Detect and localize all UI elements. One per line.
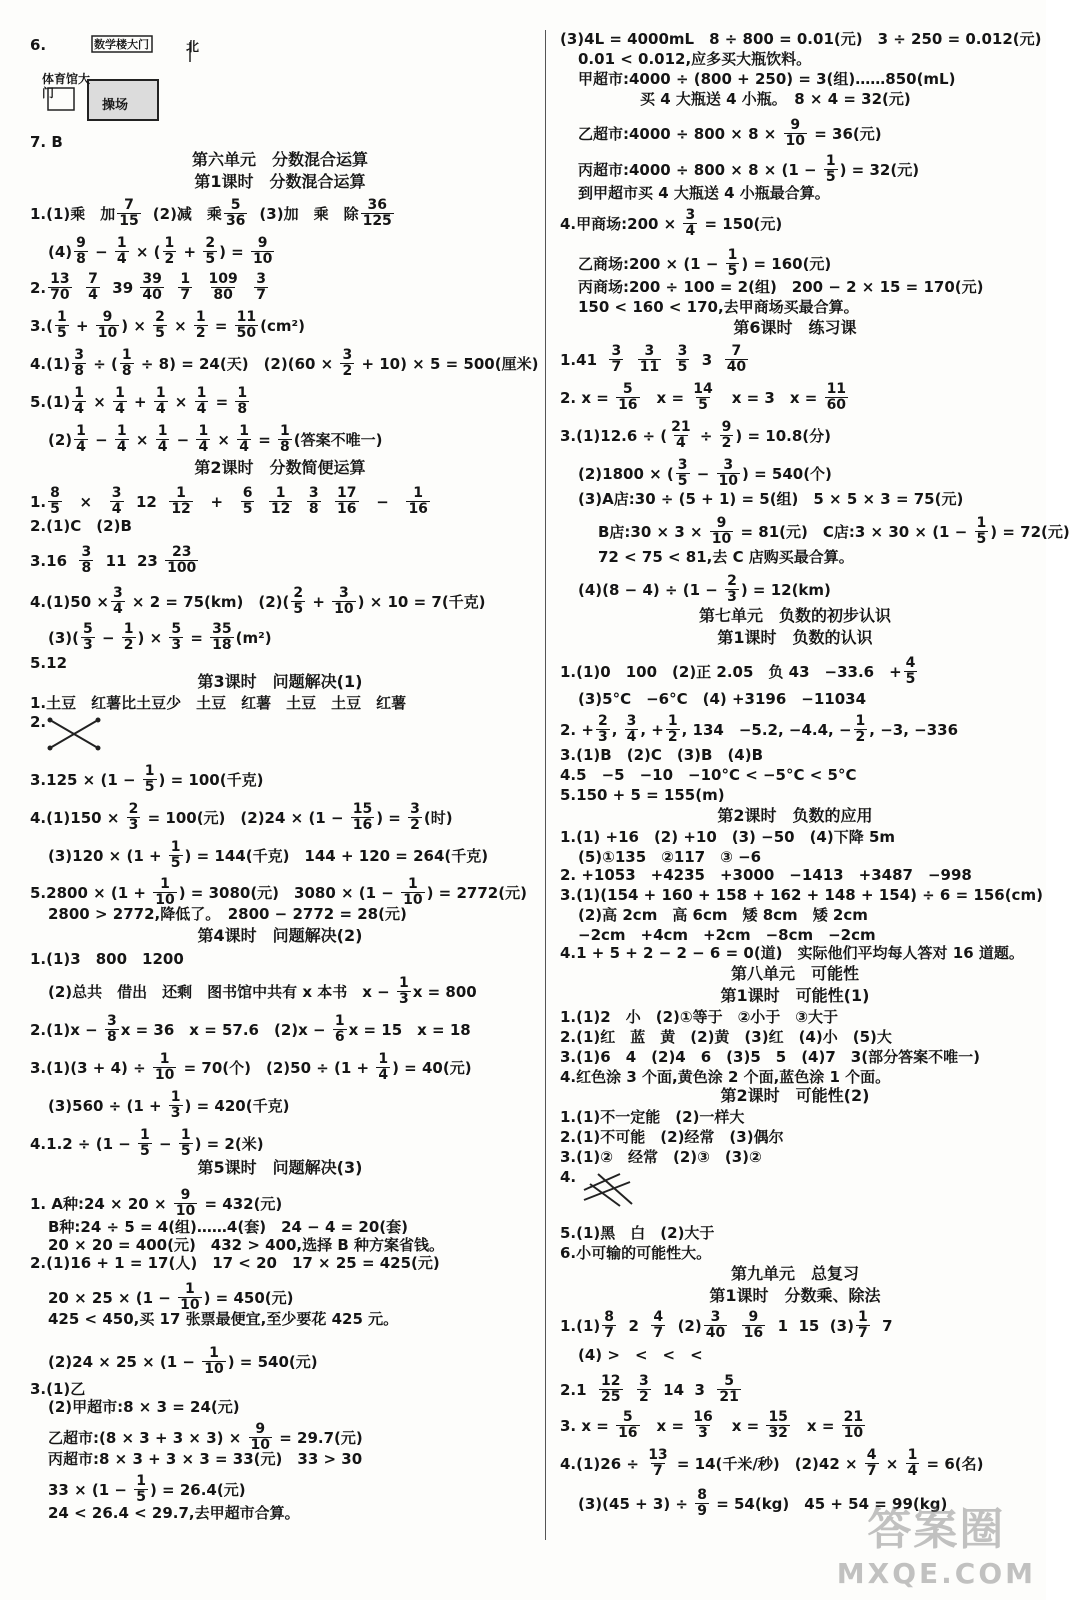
watermark: 答案圈 MXQE.COM: [836, 1504, 1036, 1590]
answer-line: 4.(1)150 × $\frac{2}{3}$ = 100(元) (2)24 × (1 − $\frac{15}{16}$ ) = $\frac{3}{2}$ (时): [30, 801, 453, 833]
answer-line: 甲超市:4000 ÷ (800 + 250) = 3(组)……850(mL): [578, 70, 956, 88]
answer-line: (3)4L = 4000mL 8 ÷ 800 = 0.01(元) 3 ÷ 250 = 0.012(元): [560, 30, 1042, 48]
answer-line: B店:30 × 3 × $\frac{9}{10}$ = 81(元) C店:3 × 30 × (1 − $\frac{1}{5}$ ) = 72(元): [598, 515, 1070, 547]
answer-line: 4.(1) $\frac{3}{8}$ ÷ ( $\frac{1}{8}$ ÷ 8) = 24(天) (2)(60 × $\frac{3}{2}$ + 10) × 5 = 500(厘米): [30, 347, 539, 379]
answer-line: (2) 1 4 − $\frac{1}{4}$ × $\frac{1}{4}$ − $\frac{1}{4}$ × $\frac{1}{4}$ = $\frac{1}{8}$ (答案不唯一): [48, 423, 383, 455]
answer-line: 1.(1) 8 7 2 4 7 (2) 3 40 9 16 1 15 (3) 1 7 7: [560, 1309, 893, 1341]
answer-line: (2)24 × 25 × (1 − 1 10 ) = 540(元): [48, 1345, 318, 1377]
answer-line: 乙超市:(8 × 3 + 3 × 3) × $\frac{9}{10}$ = 29.7(元): [48, 1421, 363, 1453]
answer-line: (5)①135 ②117 ③ −6: [578, 848, 762, 866]
lesson-heading: 第3课时 问题解决(1): [197, 672, 363, 691]
answer-line: 乙超市:4000 ÷ 800 × 8 × $\frac{9}{10}$ = 36(元): [578, 117, 882, 149]
lesson-heading: 第1课时 负数的认识: [717, 628, 873, 647]
answer-line: 3.(1)② 经常 (2)③ (3)②: [560, 1148, 762, 1166]
answer-line: 3.( 1 5 + $\frac{9}{10}$ ) × $\frac{2}{5}$ × $\frac{1}{2}$ = $\frac{11}{50}$ (cm²): [30, 309, 305, 341]
answer-line: 1.土豆 红薯比土豆少 土豆 红薯 土豆 土豆 红薯: [30, 694, 407, 712]
column-divider: [545, 30, 546, 1540]
answer-line: 1.(1)不一定能 (2)一样大: [560, 1108, 745, 1126]
answer-line: (3)A店:30 ÷ (5 + 1) = 5(组) 5 × 5 × 3 = 75(元): [578, 490, 964, 508]
answer-line: 2800 > 2772,降低了。 2800 − 2772 = 28(元): [48, 905, 407, 923]
answer-line: 4.: [560, 1168, 577, 1186]
matching-diagram: [580, 1170, 640, 1210]
answer-line: 4.甲商场:200 × $\frac{3}{4}$ = 150(元): [560, 207, 783, 239]
answer-line: 1. A种:24 × 20 × $\frac{9}{10}$ = 432(元): [30, 1187, 283, 1219]
answer-line: 丙商场:200 ÷ 100 = 2(组) 200 − 2 × 15 = 170(元): [578, 278, 984, 296]
answer-line: (4) > < < <: [578, 1346, 703, 1364]
answer-line: 2.(1)x − 3 8 x = 36 x = 57.6 (2)x − $\frac{1}{6}$ x = 15 x = 18: [30, 1013, 471, 1045]
answer-line: 1.41 3 7 3 11 3 5 3 7 40: [560, 343, 747, 375]
lesson-heading: 第1课时 可能性(1): [720, 986, 870, 1005]
answer-line: (3)120 × (1 + 1 5 ) = 144(千克) 144 + 120 = 264(千克): [48, 839, 489, 871]
answer-line: (3)(45 + 3) ÷ $\frac{8}{9}$ = 54(kg) 45 + 54 = 99(kg): [578, 1487, 948, 1519]
matching-diagram: [44, 714, 104, 756]
unit-heading: 第八单元 可能性: [730, 964, 859, 983]
answer-line: 4.(1)50 × $\frac{3}{4}$ × 2 = 75(km) (2)( 2 5 + $\frac{3}{10}$ ) × 10 = 7(千克): [30, 585, 486, 617]
answer-line: 0.01 < 0.012,应多买大瓶饮料。: [578, 50, 812, 68]
unit-heading: 第九单元 总复习: [730, 1264, 859, 1283]
answer-line: 5.150 + 5 = 155(m): [560, 786, 725, 804]
q7-answer: 7. B: [30, 133, 63, 151]
lesson-heading: 第6课时 练习课: [733, 318, 857, 337]
answer-line: 买 4 大瓶送 4 小瓶。 8 × 4 = 32(元): [640, 90, 911, 108]
lesson-heading: 第2课时 可能性(2): [720, 1086, 870, 1105]
answer-line: 3.(1)(3 + 4) ÷ $\frac{1}{10}$ = 70(个) (2)50 ÷ (1 + $\frac{1}{4}$ ) = 40(元): [30, 1051, 472, 1083]
unit-heading: 第七单元 负数的初步认识: [698, 606, 891, 625]
answer-line: 3.(1)(154 + 160 + 158 + 162 + 148 + 154) ÷ 6 = 156(cm): [560, 886, 1043, 904]
answer-line: 72 < 75 < 81,去 C 店购买最合算。: [598, 548, 854, 566]
answer-line: 2. 13 70 7 4 39 39 40 1 7 109 80 3 7: [30, 271, 266, 303]
answer-line: −2cm +4cm +2cm −8cm −2cm: [578, 926, 876, 944]
answer-line: 2.: [30, 713, 47, 731]
answer-line: 6.小可输的可能性大。: [560, 1244, 712, 1262]
answer-line: 2.(1)16 + 1 = 17(人) 17 < 20 17 × 25 = 425(元): [30, 1254, 440, 1272]
answer-line: 乙商场:200 × (1 − 1 5 ) = 160(元): [578, 247, 832, 279]
answer-line: 1.(1)0 100 (2)正 2.05 负 43 −33.6 + $\frac{4}{5}$: [560, 655, 916, 687]
answer-line: 3.(1)乙: [30, 1380, 86, 1398]
answer-line: 3. x = 5 16 x = $\frac{16}{3}$ x = $\frac{15}{32}$ x = $\frac{21}{10}$: [560, 1409, 864, 1441]
answer-line: 33 × (1 − 1 5 ) = 26.4(元): [48, 1473, 246, 1505]
answer-line: (2)高 2cm 高 6cm 矮 8cm 矮 2cm: [578, 906, 868, 924]
answer-line: 3.(1)B (2)C (3)B (4)B: [560, 746, 764, 764]
q6-label: 6.: [30, 36, 47, 54]
answer-line: 2. +1053 +4235 +3000 −1413 +3487 −998: [560, 866, 972, 884]
answer-line: 2. + $\frac{2}{3}$ , 3 4 , + $\frac{1}{2}$ , 134 −5.2, −4.4, − $\frac{1}{2}$ , −3, −336: [560, 713, 959, 745]
answer-line: 4.5 −5 −10 −10°C < −5°C < 5°C: [560, 766, 857, 784]
answer-line: 1.(1)乘 加 7 15 (2)减 乘 5 36 (3)加 乘 除 36 125: [30, 197, 392, 229]
answer-line: 1.(1)2 小 (2)①等于 ②小于 ③大于: [560, 1008, 838, 1026]
north-label: 北: [186, 40, 200, 55]
answer-line: 4.(1)26 ÷ $\frac{13}{7}$ = 14(千米/秒) (2)42 × $\frac{4}{7}$ × $\frac{1}{4}$ = 6(名): [560, 1447, 984, 1479]
answer-line: (4) 9 8 − $\frac{1}{4}$ × ( 1 2 + $\frac{2}{5}$ ) = $\frac{9}{10}$: [48, 235, 273, 267]
answer-line: B种:24 ÷ 5 = 4(组)……4(套) 24 − 4 = 20(套): [48, 1218, 408, 1236]
answer-line: 24 < 26.4 < 29.7,去甲超市合算。: [48, 1504, 300, 1522]
answer-line: (2)甲超市:8 × 3 = 24(元): [48, 1398, 240, 1416]
answer-line: 1.(1) +16 (2) +10 (3) −50 (4)下降 5m: [560, 828, 896, 846]
answer-line: 1.(1)3 800 1200: [30, 950, 184, 968]
answer-line: 2.(1)C (2)B: [30, 517, 132, 535]
answer-line: 到甲超市买 4 大瓶送 4 小瓶最合算。: [578, 184, 830, 202]
lesson-heading: 第5课时 问题解决(3): [197, 1158, 363, 1177]
answer-line: 丙超市:8 × 3 + 3 × 3 = 33(元) 33 > 30: [48, 1450, 363, 1468]
answer-line: (3)560 ÷ (1 + 1 3 ) = 420(千克): [48, 1089, 290, 1121]
answer-line: 1. $\frac{8}{5}$ × $\frac{3}{4}$ 12 1 12 + $\frac{6}{5}$ 1 12 3 8 17 16 − $\frac{1}{16}$: [30, 485, 428, 517]
answer-line: 425 < 450,买 17 张票最便宜,至少要花 425 元。: [48, 1310, 399, 1328]
answer-line: (4)(8 − 4) ÷ (1 − 2 3 ) = 12(km): [578, 573, 831, 605]
lesson-heading: 第1课时 分数乘、除法: [709, 1286, 881, 1305]
answer-line: 5.(1)黑 白 (2)大于: [560, 1224, 715, 1242]
answer-line: (3)5°C −6°C (4) +3196 −11034: [578, 690, 867, 708]
answer-line: 3.(1)6 4 (2)4 6 (3)5 5 (4)7 3(部分答案不唯一): [560, 1048, 980, 1066]
answer-line: (3)( 5 3 − $\frac{1}{2}$ ) × $\frac{5}{3}$ = $\frac{35}{18}$ (m²): [48, 621, 272, 653]
lesson-heading: 第4课时 问题解决(2): [197, 926, 363, 945]
answer-line: 丙超市:4000 ÷ 800 × 8 × (1 − 1 5 ) = 32(元): [578, 153, 920, 185]
answer-line: 4.红色涂 3 个面,黄色涂 2 个面,蓝色涂 1 个面。: [560, 1068, 891, 1086]
answer-line: 3.(1)12.6 ÷ ( $\frac{21}{4}$ ÷ $\frac{9}{2}$ ) = 10.8(分): [560, 419, 832, 451]
lesson-heading: 第2课时 负数的应用: [717, 806, 873, 825]
field-label: 操场: [102, 98, 129, 113]
answer-line: 4.1 + 5 + 2 − 2 − 6 = 0(道) 实际他们平均每人答对 16 道题。: [560, 944, 1024, 962]
answer-line: (2)总共 借出 还剩 图书馆中共有 x 本书 x − 1 3 x = 800: [48, 975, 477, 1007]
answer-line: 3.125 × (1 − 1 5 ) = 100(千克): [30, 763, 264, 795]
answer-line: 2.1 12 25 3 2 14 3 5 21: [560, 1373, 739, 1405]
answer-line: 5.12: [30, 654, 68, 672]
answer-line: 3.16 3 8 11 23 23 100: [30, 544, 197, 576]
lesson-heading: 第2课时 分数简便运算: [194, 458, 366, 477]
answer-line: 20 × 25 × (1 − 1 10 ) = 450(元): [48, 1281, 294, 1313]
answer-line: 20 × 20 = 400(元) 432 > 400,选择 B 种方案省钱。: [48, 1236, 445, 1254]
gate-label: 体育馆大门: [42, 72, 91, 100]
answer-line: 2.(1)不可能 (2)经常 (3)偶尔: [560, 1128, 784, 1146]
answer-line: 2.(1)红 蓝 黄 (2)黄 (3)红 (4)小 (5)大: [560, 1028, 892, 1046]
answer-line: 4.1.2 ÷ (1 − 1 5 − $\frac{1}{5}$ ) = 2(米): [30, 1127, 264, 1159]
answer-line: 2. x = 5 16 x = $\frac{14}{5}$ x = 3 x = $\frac{11}{60}$: [560, 381, 847, 413]
sign-label: 数学楼大门: [94, 38, 149, 51]
unit-heading: 第六单元 分数混合运算: [191, 150, 368, 169]
answer-line: 150 < 160 < 170,去甲商场买最合算。: [578, 298, 859, 316]
answer-line: 5.(1) $\frac{1}{4}$ × $\frac{1}{4}$ + $\frac{1}{4}$ × $\frac{1}{4}$ = $\frac{1}{8}$: [30, 385, 248, 417]
answer-line: (2)1800 × ( 3 5 − $\frac{3}{10}$ ) = 540(个): [578, 457, 832, 489]
lesson-heading: 第1课时 分数混合运算: [194, 172, 366, 191]
answer-line: 5.2800 × (1 + 1 10 ) = 3080(元) 3080 × (1 − $\frac{1}{10}$ ) = 2772(元): [30, 876, 527, 908]
